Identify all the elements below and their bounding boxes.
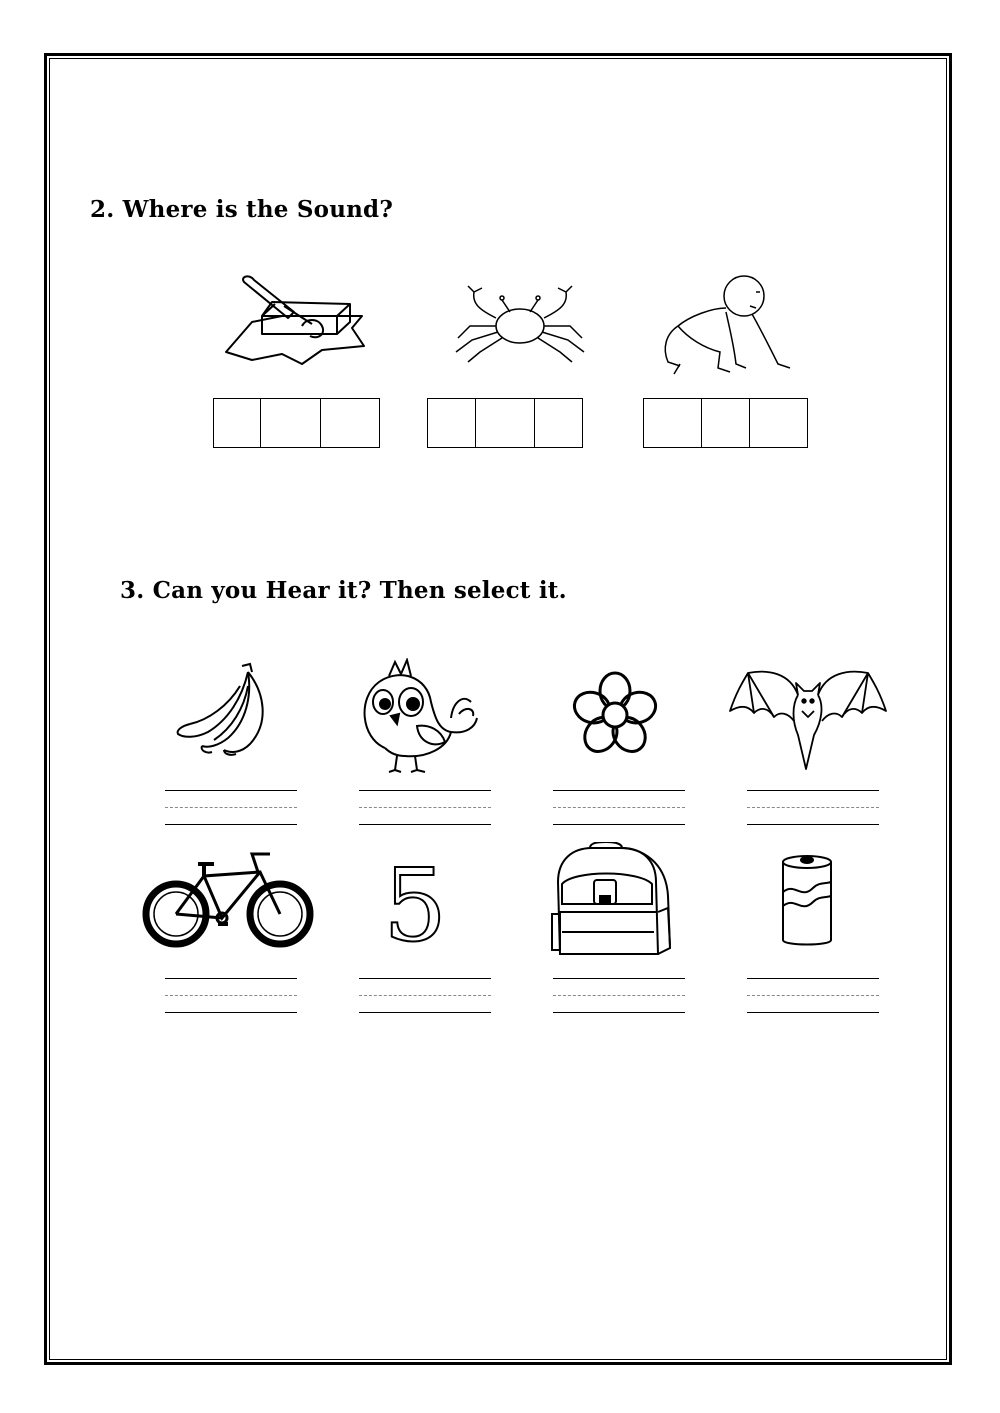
- writing-lines[interactable]: [553, 790, 685, 826]
- sound-boxes-3: [643, 398, 808, 448]
- baby-icon: [660, 268, 795, 378]
- bird-icon: [355, 658, 480, 776]
- soda-can-icon: [775, 852, 840, 950]
- crab-icon: [450, 282, 590, 366]
- writing-lines[interactable]: [747, 978, 879, 1014]
- writing-lines[interactable]: [359, 978, 491, 1014]
- section-3-title: 3. Can you Hear it? Then select it.: [120, 577, 567, 604]
- writing-lines[interactable]: [553, 978, 685, 1014]
- writing-lines[interactable]: [165, 790, 297, 826]
- sound-box[interactable]: [750, 399, 807, 447]
- sound-box[interactable]: [476, 399, 535, 447]
- butter-icon: [222, 272, 372, 372]
- bicycle-icon: [140, 850, 315, 952]
- sound-box[interactable]: [214, 399, 261, 447]
- section-2-title: 2. Where is the Sound?: [90, 196, 393, 223]
- sound-box[interactable]: [261, 399, 321, 447]
- sound-box[interactable]: [702, 399, 750, 447]
- banana-icon: [172, 662, 282, 757]
- number-five-text: 5: [383, 852, 447, 947]
- bat-icon: [728, 665, 888, 773]
- sound-box[interactable]: [535, 399, 582, 447]
- backpack-icon: [550, 842, 675, 960]
- sound-box[interactable]: [321, 399, 379, 447]
- writing-lines[interactable]: [747, 790, 879, 826]
- writing-lines[interactable]: [359, 790, 491, 826]
- sound-box[interactable]: [428, 399, 476, 447]
- sound-box[interactable]: [644, 399, 702, 447]
- sound-boxes-1: [213, 398, 380, 448]
- sound-boxes-2: [427, 398, 583, 448]
- number-five-icon: [375, 852, 455, 947]
- flower-icon: [560, 670, 670, 760]
- writing-lines[interactable]: [165, 978, 297, 1014]
